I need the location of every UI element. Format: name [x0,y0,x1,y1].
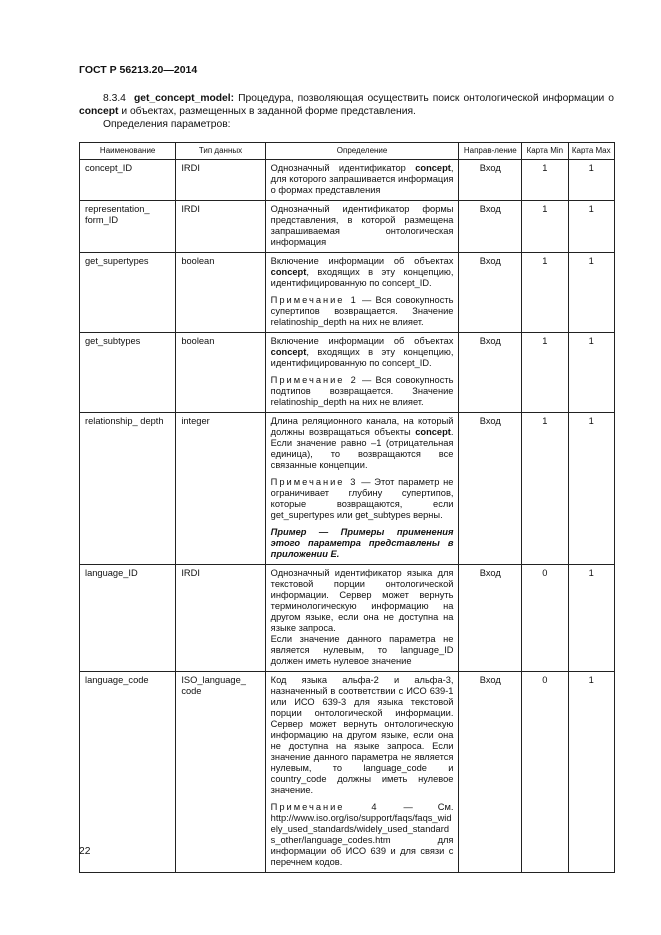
param-name: get_supertypes [80,253,176,333]
section-intro [79,92,614,131]
header-direction: Направ-ление [459,143,522,160]
param-type: ISO_language_ code [176,672,265,873]
param-definition: Длина реляционного канала, на который должны возвращаться объекты concept. Если значение равно –1 (отрицательная единица), то возвращаются все связанные концепции. Примечание 3 — Этот параметр не ограничивает глубину супертипов, которые возвращаются, если get_supertypes или get_subtypes верны. Пример — Примеры применения этого параметра представлены в приложении Е. [265,413,459,565]
header-name: Наименование [80,143,176,160]
param-note: Примечание 1 — Вся совокупность супертипов возвращается. Значение relatinoship_depth на них не влияет. [270,295,454,327]
parameters-table [79,142,615,873]
table-row [80,565,615,672]
param-min: 1 [522,160,568,201]
param-name: language_ID [80,565,176,672]
param-min: 0 [522,565,568,672]
table-row [80,333,615,413]
param-max: 1 [568,253,614,333]
param-direction: Вход [459,413,522,565]
table-header-row [80,143,615,160]
param-note: Примечание 3 — Этот параметр не ограничивает глубину супертипов, которые возвращаются, если get_supertypes или get_subtypes верны. [270,477,454,520]
param-min: 1 [522,413,568,565]
param-type: IRDI [176,565,265,672]
intro-concept-term: concept [79,106,119,117]
param-min: 1 [522,253,568,333]
table-row [80,672,615,873]
param-min: 1 [522,333,568,413]
param-max: 1 [568,565,614,672]
table-row [80,253,615,333]
param-type: boolean [176,333,265,413]
param-type: integer [176,413,265,565]
param-name: relationship_ depth [80,413,176,565]
param-name: language_code [80,672,176,873]
header-type: Тип данных [176,143,265,160]
param-type: IRDI [176,160,265,201]
param-name: representation_ form_ID [80,201,176,253]
page-number: 22 [79,846,91,857]
function-name: get_concept_model: [133,93,235,104]
document-code: ГОСТ Р 56213.20—2014 [79,64,198,76]
param-definition: Однозначный идентификатор формы представления, в которой размещена запрашиваемая онтологическая информация [265,201,459,253]
intro-text-2: и объектах, размещенных в заданной форме представления. [118,106,416,117]
param-name: concept_ID [80,160,176,201]
param-definition: Включение информации об объектах concept, входящих в эту концепцию, идентифицированную по concept_ID. Примечание 1 — Вся совокупность супертипов возвращается. Значение relatinoship_depth на них не влияет. [265,253,459,333]
param-definition: Включение информации об объектах concept, входящих в эту концепцию, идентифицированную по concept_ID. Примечание 2 — Вся совокупность подтипов возвращается. Значение relatinoship_depth на них не влияет. [265,333,459,413]
header-definition: Определение [265,143,459,160]
table-row [80,413,615,565]
param-direction: Вход [459,253,522,333]
header-card-max: Карта Max [568,143,614,160]
table-row [80,160,615,201]
param-definition: Код языка альфа-2 и альфа-3, назначенный в соответствии с ИСО 639-1 или ИСО 639-3 для языка текстовой порции онтологической информации. Сервер может вернуть онтологическую информацию на другом языке, если она не доступна на языке запроса. Если значение данного параметра не является нулевым, то language_code и country_code должны иметь нулевое значение. Примечание 4 — См. http://www.iso.org/iso/support/faqs/faqs_widely_used_standards/widely_used_standards_other/language_codes.htm для информации об ИСО 639 и для связи с перечнем кодов. [265,672,459,873]
param-direction: Вход [459,672,522,873]
header-card-min: Карта Min [522,143,568,160]
param-definition: Однозначный идентификатор concept, для которого запрашивается информация о формах представления [265,160,459,201]
param-direction: Вход [459,160,522,201]
param-min: 0 [522,672,568,873]
params-label: Определения параметров: [103,119,231,130]
table-row [80,201,615,253]
param-direction: Вход [459,333,522,413]
param-min: 1 [522,201,568,253]
param-max: 1 [568,160,614,201]
param-definition: Однозначный идентификатор языка для текстовой порции онтологической информации. Сервер может вернуть терминологическую информацию на другом языке, если она не доступна на языке запроса. Если значение данного параметра не является нулевым, то language_ID должен иметь нулевое значение [265,565,459,672]
param-example: Пример — Примеры применения этого параметра представлены в приложении Е. [270,527,454,559]
param-name: get_subtypes [80,333,176,413]
param-direction: Вход [459,201,522,253]
param-max: 1 [568,672,614,873]
param-direction: Вход [459,565,522,672]
param-max: 1 [568,413,614,565]
param-type: boolean [176,253,265,333]
param-max: 1 [568,333,614,413]
param-type: IRDI [176,201,265,253]
section-number: 8.3.4 [103,93,126,104]
param-note: Примечание 4 — См. http://www.iso.org/iso/support/faqs/faqs_widely_used_standards/widely_used_standards_other/language_codes.htm для информации об ИСО 639 и для связи с перечнем кодов. [270,802,454,867]
param-max: 1 [568,201,614,253]
param-note: Примечание 2 — Вся совокупность подтипов возвращается. Значение relatinoship_depth на них не влияет. [270,375,454,407]
section-paragraph [79,92,614,118]
intro-text-1: Процедура, позволяющая осуществить поиск онтологической информации о [234,93,614,104]
